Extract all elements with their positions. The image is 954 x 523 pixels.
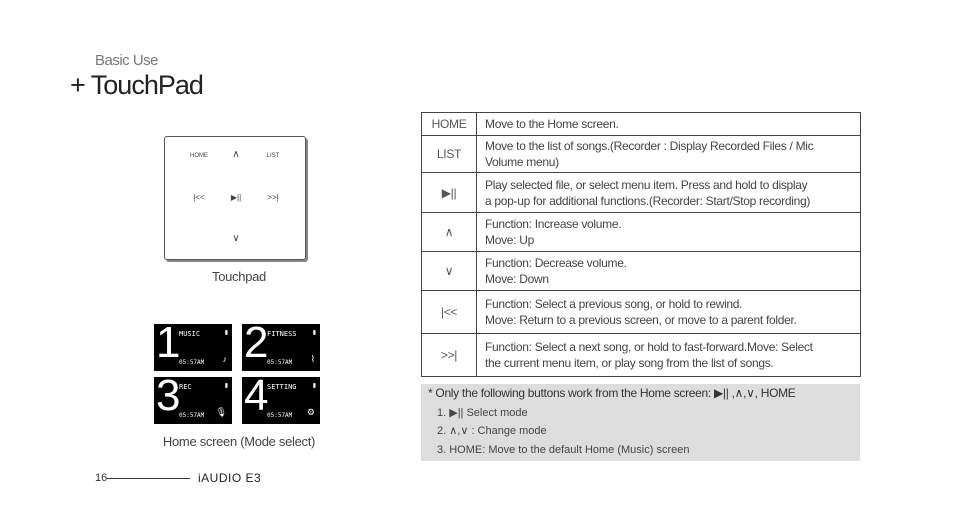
previous-icon: |<< <box>422 291 477 334</box>
mode-time: 05:57AM <box>179 412 205 419</box>
mode-tile-rec <box>154 377 232 424</box>
button-description: Function: Decrease volume. Move: Down <box>477 252 861 291</box>
table-row <box>422 334 861 377</box>
fitness-icon: ⌇ <box>310 354 315 364</box>
page-title: + TouchPad <box>70 70 203 100</box>
note-item: 2. ∧,∨ : Change mode <box>437 425 547 437</box>
up-key-icon: ∧ <box>232 149 240 160</box>
mode-screens <box>154 324 320 424</box>
mode-name: REC <box>179 383 192 391</box>
touchpad-caption: Touchpad <box>212 269 266 284</box>
play-pause-key-icon: ▶|| <box>230 193 242 202</box>
mode-name: SETTING <box>267 383 297 391</box>
mode-name: FITNESS <box>267 330 297 338</box>
table-row <box>422 213 861 252</box>
battery-icon: ▮ <box>224 330 228 336</box>
next-key-icon: >>| <box>267 193 279 202</box>
page-number: 16 <box>95 472 108 484</box>
music-note-icon: ♪ <box>222 354 227 364</box>
down-icon: ∨ <box>422 252 477 291</box>
button-table <box>421 112 861 377</box>
button-key: HOME <box>422 113 477 136</box>
mode-name: MUSIC <box>179 330 201 338</box>
battery-icon: ▮ <box>312 330 316 336</box>
table-row <box>422 136 861 173</box>
button-description: Function: Increase volume. Move: Up <box>477 213 861 252</box>
gear-icon: ⚙ <box>306 407 315 417</box>
button-description: Move to the Home screen. <box>477 113 861 136</box>
mode-number: 3 <box>156 377 181 420</box>
next-icon: >>| <box>422 334 477 377</box>
up-icon: ∧ <box>422 213 477 252</box>
table-row <box>422 113 861 136</box>
touchpad-illustration <box>164 136 306 260</box>
notes-heading: * Only the following buttons work from the Home screen: ▶|| ,∧,∨, HOME <box>428 386 796 400</box>
home-screen-notes <box>421 384 860 461</box>
microphone-icon: 🎙 <box>215 407 227 417</box>
battery-icon: ▮ <box>224 383 228 389</box>
mode-tile-fitness <box>242 324 320 371</box>
footer-divider <box>107 478 190 479</box>
table-row <box>422 173 861 213</box>
note-item: 3. HOME: Move to the default Home (Music) screen <box>437 444 690 456</box>
down-key-icon: ∨ <box>232 233 240 244</box>
button-description: Function: Select a previous song, or hold to rewind. Move: Return to a previous screen, or move to a parent folder. <box>477 291 861 334</box>
button-key: LIST <box>422 136 477 173</box>
table-row <box>422 291 861 334</box>
mode-tile-setting <box>242 377 320 424</box>
home-key: HOME <box>190 153 208 159</box>
prev-key-icon: |<< <box>193 193 205 202</box>
mode-time: 05:57AM <box>267 359 293 366</box>
section-label: Basic Use <box>95 52 159 69</box>
mode-number: 2 <box>244 324 269 367</box>
mode-number: 1 <box>156 324 181 367</box>
mode-time: 05:57AM <box>179 359 205 366</box>
mode-number: 4 <box>244 377 269 420</box>
note-item: 1. ▶|| Select mode <box>437 407 528 419</box>
button-description: Play selected file, or select menu item. Press and hold to display a pop-up for additional functions.(Recorder: Start/Stop recording) <box>477 173 861 213</box>
footer-brand: iAUDIO E3 <box>198 471 262 485</box>
play-pause-icon: ▶|| <box>422 173 477 213</box>
table-row <box>422 252 861 291</box>
battery-icon: ▮ <box>312 383 316 389</box>
list-key: LIST <box>266 153 280 159</box>
mode-screens-caption: Home screen (Mode select) <box>162 434 316 449</box>
mode-tile-music <box>154 324 232 371</box>
button-description: Move to the list of songs.(Recorder : Display Recorded Files / Mic Volume menu) <box>477 136 861 173</box>
mode-time: 05:57AM <box>267 412 293 419</box>
button-description: Function: Select a next song, or hold to fast-forward.Move: Select the current menu item, or play song from the list of songs. <box>477 334 861 377</box>
